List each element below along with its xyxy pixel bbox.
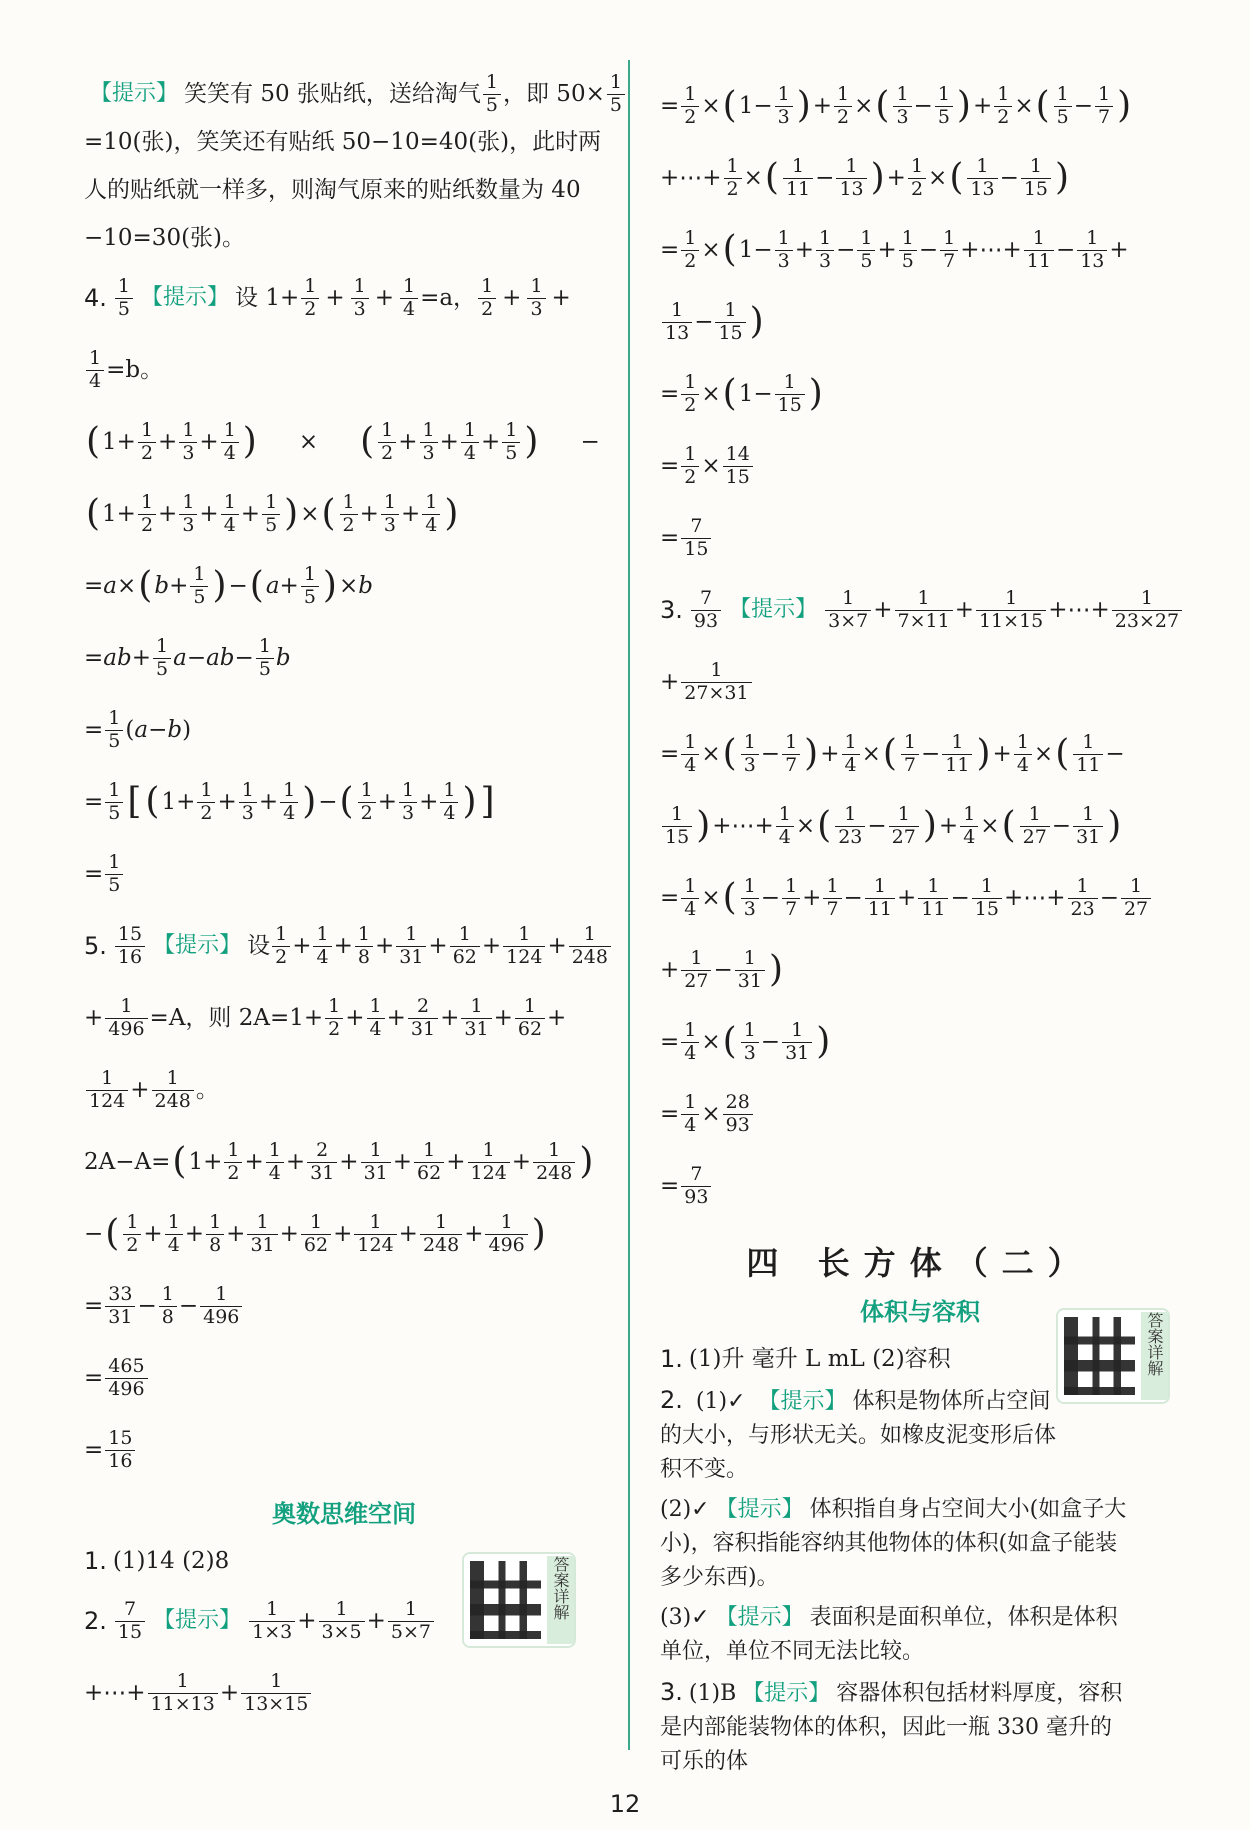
fraction: $\frac{28}{93}$ bbox=[723, 1092, 753, 1137]
fraction: $\frac{1}{27}$ bbox=[889, 804, 919, 849]
fraction: $\frac{1}{3}$ bbox=[179, 492, 197, 537]
fraction: $\frac{1}{2}$ bbox=[272, 924, 290, 969]
q4-line-9: = $\frac{1}{5}$ bbox=[84, 838, 604, 910]
hint-label: 【提示】 bbox=[153, 933, 242, 958]
fraction: $\frac{1}{2}$ bbox=[681, 444, 699, 489]
fraction: $\frac{1}{27}$ bbox=[681, 948, 711, 993]
fraction: $\frac{1}{3}$ bbox=[527, 276, 545, 321]
question-number: 4. bbox=[84, 284, 107, 312]
text: ，即 50× bbox=[503, 80, 605, 107]
fraction: $\frac{1}{13}$ bbox=[967, 156, 997, 201]
text: 15 bbox=[117, 922, 143, 945]
r-q3-line-9: = $\frac{7}{93}$ bbox=[660, 1150, 1180, 1222]
r-line-7: = $\frac{7}{15}$ bbox=[660, 502, 1180, 574]
fraction: $\frac{1}{3}$ bbox=[239, 780, 257, 825]
q5-line-7: = $\frac{465}{496}$ bbox=[84, 1342, 604, 1414]
fraction: $\frac{1}{2}$ bbox=[724, 156, 742, 201]
r-q3-line-8: = $\frac{1}{4}$ × $\frac{28}{93}$ bbox=[660, 1078, 1180, 1150]
q5-line-4: 2A−A= ( 1+ $\frac{1}{2}$ + $\frac{1}{4}$ + $\frac{2}{31}$ + $\frac{1}{31}$ + $\frac{1}{62}$ + $\frac{1}{124}$ + $\frac{1}{248}$ ) bbox=[84, 1138, 594, 1184]
fraction: $\frac{1}{2}$ bbox=[358, 780, 376, 825]
fraction: $\frac{1}{62}$ bbox=[301, 1212, 331, 1257]
v-q2-part2 bbox=[660, 1493, 1130, 1595]
q4-line-2 bbox=[84, 334, 604, 406]
fraction: $\frac{1}{5}$ bbox=[502, 420, 520, 465]
hint-label: 【提示】 bbox=[758, 1389, 847, 1414]
fraction: $\frac{1}{4}$ bbox=[280, 780, 298, 825]
fraction: $\frac{1}{11}$ bbox=[918, 876, 948, 921]
fraction: $\frac{1}{11}$ bbox=[865, 876, 895, 921]
fraction: $\frac{33}{31}$ bbox=[105, 1284, 135, 1329]
fraction: $\frac{1}{4}$ bbox=[960, 804, 978, 849]
question-number: 3. bbox=[660, 596, 683, 624]
fraction: $\frac{1}{15}$ bbox=[972, 876, 1002, 921]
r-line-4: $\frac{1}{13}$ − $\frac{1}{15}$ ) bbox=[660, 286, 1180, 358]
r-q3-line-4: $\frac{1}{15}$ ) +⋯+ $\frac{1}{4}$ × ( $\frac{1}{23}$ − $\frac{1}{27}$ ) + $\frac{1}{4}$ × ( $\frac{1}{27}$ − $\frac{1}{31}$ ) bbox=[660, 790, 1180, 862]
fraction: $\frac{1}{4}$ bbox=[842, 732, 860, 777]
text: (3)✓ bbox=[660, 1605, 710, 1630]
fraction: $\frac{1}{5}$ bbox=[153, 636, 171, 681]
fraction: $\frac{1}{248}$ bbox=[533, 1140, 575, 1185]
text: 15 bbox=[115, 1621, 145, 1644]
fraction: $\frac{1}{3}$ bbox=[816, 228, 834, 273]
fraction: $\frac{1}{31}$ bbox=[461, 996, 491, 1041]
text: (2)✓ bbox=[660, 1497, 710, 1522]
r-q3-line-6: + $\frac{1}{27}$ − $\frac{1}{31}$ ) bbox=[660, 946, 783, 992]
v-q2-part1 bbox=[660, 1383, 1060, 1487]
fraction: $\frac{1}{3}$ bbox=[775, 228, 793, 273]
text: =b。 bbox=[106, 356, 164, 383]
q5-line-1: 5. $\frac{15}{16}$ 【提示】 设 $\frac{1}{2}$ + $\frac{1}{4}$ + $\frac{1}{8}$ + $\frac{1}{31}$ + $\frac{1}{62}$ + $\frac{1}{124}$ + $\frac{1}{248}$ bbox=[84, 910, 604, 982]
q5-line-3: $\frac{1}{124}$ + $\frac{1}{248}$ 。 bbox=[84, 1054, 604, 1126]
text: 1 bbox=[117, 274, 130, 297]
fraction: $\frac{1}{4}$ bbox=[266, 1140, 284, 1185]
fraction: $\frac{1}{5}$ bbox=[256, 636, 274, 681]
fraction: $\frac{1}{5}$ bbox=[105, 852, 123, 897]
r-q3-line-2: + $\frac{1}{27\times 31}$ bbox=[660, 646, 1180, 718]
chapter-title: 四 长方体（二） bbox=[746, 1244, 1094, 1282]
fraction: $\frac{1}{496}$ bbox=[105, 996, 147, 1041]
fraction: $\frac{1}{2}$ bbox=[681, 372, 699, 417]
fraction: $\frac{1}{62}$ bbox=[414, 1140, 444, 1185]
text: 体积指自身占空间大小(如盒子大小)，容积指能容纳其他物体的体积(如盒子能装多少东西)。 bbox=[660, 1497, 1127, 1590]
fraction: $\frac{1}{4}$ bbox=[400, 276, 418, 321]
hint-label: 【提示】 bbox=[153, 1608, 242, 1633]
answer-fraction bbox=[115, 276, 133, 321]
fraction: $\frac{1}{4}$ bbox=[440, 780, 458, 825]
fraction: $\frac{1}{27\times 31}$ bbox=[681, 660, 751, 705]
fraction: $\frac{1}{248}$ bbox=[569, 924, 611, 969]
fraction: $\frac{1}{31}$ bbox=[1073, 804, 1103, 849]
fraction: $\frac{1}{2}$ bbox=[138, 492, 156, 537]
intro-line-2: =10(张)，笑笑还有贴纸 50−10=40(张)，此时两 bbox=[84, 128, 602, 155]
text: 容器体积包括材料厚度，容积是内部能装物体的体积，因此一瓶 330 毫升的可乐的体 bbox=[660, 1681, 1123, 1774]
fraction: $\frac{1}{7}$ bbox=[823, 876, 841, 921]
qr-code-icon bbox=[1064, 1317, 1135, 1395]
fraction: $\frac{1}{4}$ bbox=[681, 876, 699, 921]
fraction: $\frac{1}{5}$ bbox=[483, 72, 501, 117]
fraction: $\frac{1}{2}$ bbox=[224, 1140, 242, 1185]
fraction: $\frac{1}{8}$ bbox=[159, 1284, 177, 1329]
page-number: 12 bbox=[609, 1790, 641, 1818]
fraction: $\frac{1}{8}$ bbox=[206, 1212, 224, 1257]
text: 93 bbox=[691, 610, 721, 633]
fraction: $\frac{1}{4}$ bbox=[221, 492, 239, 537]
text: =a， bbox=[420, 284, 477, 311]
r-line-6: = $\frac{1}{2}$ × $\frac{14}{15}$ bbox=[660, 430, 1180, 502]
fraction: $\frac{1}{11}$ bbox=[1073, 732, 1103, 777]
answer-fraction bbox=[115, 924, 145, 969]
text: (1)B bbox=[688, 1681, 737, 1706]
fraction: $\frac{1}{4}$ bbox=[1014, 732, 1032, 777]
fraction: $\frac{1}{11}$ bbox=[942, 732, 972, 777]
fraction: $\frac{1}{31}$ bbox=[361, 1140, 391, 1185]
fraction: $\frac{1}{2}$ bbox=[834, 84, 852, 129]
fraction: $\frac{1}{5}$ bbox=[935, 84, 953, 129]
question-number: 1. bbox=[84, 1547, 107, 1575]
fraction: $\frac{1}{8}$ bbox=[355, 924, 373, 969]
fraction: $\frac{1}{496}$ bbox=[485, 1212, 527, 1257]
answer-fraction bbox=[115, 1599, 145, 1644]
fraction: $\frac{1}{15}$ bbox=[1021, 156, 1051, 201]
fraction: $\frac{1}{62}$ bbox=[515, 996, 545, 1041]
fraction: $\frac{1}{4}$ bbox=[367, 996, 385, 1041]
fraction: $\frac{1}{2}$ bbox=[340, 492, 358, 537]
intro-line-3: 人的贴纸就一样多，则淘气原来的贴纸数量为 40 bbox=[84, 176, 581, 203]
fraction: $\frac{1}{7}$ bbox=[782, 732, 800, 777]
r-q3-line-5: = $\frac{1}{4}$ × ( $\frac{1}{3}$ − $\frac{1}{7}$ + $\frac{1}{7}$ − $\frac{1}{11}$ + $\frac{1}{11}$ − $\frac{1}{15}$ +⋯+ $\frac{1}{23}$ − $\frac{1}{27}$ bbox=[660, 862, 1180, 934]
fraction: $\frac{1}{496}$ bbox=[200, 1284, 242, 1329]
fraction: $\frac{1}{2}$ bbox=[478, 276, 496, 321]
fraction: $\frac{1}{3}$ bbox=[399, 780, 417, 825]
fraction: $\frac{1}{3}$ bbox=[381, 492, 399, 537]
fraction: $\frac{1}{4}$ bbox=[422, 492, 440, 537]
fraction: $\frac{1}{62}$ bbox=[450, 924, 480, 969]
fraction: $\frac{1}{7}$ bbox=[782, 876, 800, 921]
fraction: $\frac{1}{4}$ bbox=[165, 1212, 183, 1257]
column-divider bbox=[628, 60, 630, 1750]
fraction: $\frac{1}{3}$ bbox=[741, 1020, 759, 1065]
fraction: $\frac{1}{5}$ bbox=[105, 780, 123, 825]
q4-line-1: 4. $\frac{1}{5}$ 【提示】 设 1+ $\frac{1}{2}$ + $\frac{1}{3}$ + $\frac{1}{4}$ =a， $\frac{1}{2}$ + $\frac{1}{3}$ + bbox=[84, 274, 571, 320]
r-line-3: = $\frac{1}{2}$ × ( 1− $\frac{1}{3}$ + $\frac{1}{3}$ − $\frac{1}{5}$ + $\frac{1}{5}$ − $\frac{1}{7}$ +⋯+ $\frac{1}{11}$ − $\frac{1}{13}$ + bbox=[660, 226, 1129, 272]
left-column bbox=[84, 70, 622, 1729]
fraction: $\frac{1}{13}$ bbox=[1077, 228, 1107, 273]
fraction: $\frac{1}{7}$ bbox=[901, 732, 919, 777]
question-number: 1. bbox=[660, 1345, 683, 1373]
fraction: $\frac{1}{2}$ bbox=[994, 84, 1012, 129]
fraction: $\frac{1}{2}$ bbox=[123, 1212, 141, 1257]
fraction: $\frac{1}{4}$ bbox=[776, 804, 794, 849]
r-q3-line-1: 3. $\frac{7}{93}$ 【提示】 $\frac{1}{3\times 7}$ + $\frac{1}{7\times 11}$ + $\frac{1}{11\times 15}$ +⋯+ $\frac{1}{23\times 27}$ bbox=[660, 574, 1180, 646]
fraction: $\frac{2}{31}$ bbox=[307, 1140, 337, 1185]
hint-label: 【提示】 bbox=[715, 1497, 804, 1522]
fraction: $\frac{1}{3}$ bbox=[775, 84, 793, 129]
right-column bbox=[660, 70, 1180, 1779]
fraction: $\frac{1}{7}$ bbox=[1095, 84, 1113, 129]
text: 体积是物体所占空间的大小，与形状无关。如橡皮泥变形后体积不变。 bbox=[660, 1389, 1057, 1482]
text: 设 bbox=[247, 932, 271, 959]
fraction: $\frac{1}{3}$ bbox=[893, 84, 911, 129]
aoshu-q2-line-2: +⋯+ $\frac{1}{11\times 13}$ + $\frac{1}{13\times 15}$ bbox=[84, 1657, 604, 1729]
fraction: $\frac{1}{13\times 15}$ bbox=[241, 1671, 311, 1716]
fraction: $\frac{465}{496}$ bbox=[105, 1356, 147, 1401]
fraction: $\frac{1}{4}$ bbox=[313, 924, 331, 969]
fraction: $\frac{1}{13}$ bbox=[662, 300, 692, 345]
qr-code-icon bbox=[470, 1561, 541, 1639]
fraction: $\frac{1}{5}$ bbox=[105, 708, 123, 753]
fraction: $\frac{1}{31}$ bbox=[782, 1020, 812, 1065]
fraction: $\frac{1}{3}$ bbox=[351, 276, 369, 321]
hint-label: 【提示】 bbox=[90, 81, 179, 106]
q4-line-5: = a × ( b + $\frac{1}{5}$ ) − ( a + $\frac{1}{5}$ ) × b bbox=[84, 562, 373, 608]
fraction: $\frac{1}{27}$ bbox=[1020, 804, 1050, 849]
q4-line-7: = $\frac{1}{5}$ ( a − b ) bbox=[84, 706, 192, 752]
fraction: $\frac{1}{3}$ bbox=[741, 732, 759, 777]
fraction: $\frac{1}{2}$ bbox=[138, 420, 156, 465]
q4-line-6: = ab + $\frac{1}{5}$ a − ab − $\frac{1}{5}$ b bbox=[84, 634, 291, 680]
r-line-1: = $\frac{1}{2}$ × ( 1− $\frac{1}{3}$ ) + $\frac{1}{2}$ × ( $\frac{1}{3}$ − $\frac{1}{5}$ ) + $\frac{1}{2}$ × ( $\frac{1}{5}$ − $\frac{1}{7}$ ) bbox=[660, 82, 1132, 128]
fraction: $\frac{1}{2}$ bbox=[197, 780, 215, 825]
q4-line-4: ( 1+ $\frac{1}{2}$ + $\frac{1}{3}$ + $\frac{1}{4}$ + $\frac{1}{5}$ ) × ( $\frac{1}{2}$ + $\frac{1}{3}$ + $\frac{1}{4}$ ) bbox=[86, 490, 459, 536]
fraction: $\frac{1}{23}$ bbox=[835, 804, 865, 849]
fraction: $\frac{1}{23}$ bbox=[1068, 876, 1098, 921]
section-title-aoshu: 奥数思维空间 bbox=[272, 1500, 416, 1528]
fraction: $\frac{2}{31}$ bbox=[408, 996, 438, 1041]
q5-line-2: + $\frac{1}{496}$ =A，则 2A=1+ $\frac{1}{2}$ + $\frac{1}{4}$ + $\frac{2}{31}$ + $\frac{1}{31}$ + $\frac{1}{62}$ + bbox=[84, 994, 567, 1040]
fraction: $\frac{1}{7\times 11}$ bbox=[895, 588, 953, 633]
fraction: $\frac{1}{11}$ bbox=[1024, 228, 1054, 273]
text: 笑笑有 50 张贴纸，送给淘气 bbox=[184, 80, 481, 107]
fraction: $\frac{1}{2}$ bbox=[325, 996, 343, 1041]
r-q3-line-3: = $\frac{1}{4}$ × ( $\frac{1}{3}$ − $\frac{1}{7}$ ) + $\frac{1}{4}$ × ( $\frac{1}{7}$ − $\frac{1}{11}$ ) + $\frac{1}{4}$ × ( $\frac{1}{11}$ − bbox=[660, 730, 1125, 776]
fraction: $\frac{1}{15}$ bbox=[775, 372, 805, 417]
r-line-2: +⋯+ $\frac{1}{2}$ × ( $\frac{1}{11}$ − $\frac{1}{13}$ ) + $\frac{1}{2}$ × ( $\frac{1}{13}$ − $\frac{1}{15}$ ) bbox=[660, 154, 1070, 200]
fraction: $\frac{1}{11\times 13}$ bbox=[148, 1671, 218, 1716]
text: =A，则 2A=1+ bbox=[149, 1004, 324, 1031]
qr-label: 答案详解 bbox=[547, 1556, 574, 1644]
text: (1)✓ bbox=[695, 1389, 746, 1414]
fraction: $\frac{1}{248}$ bbox=[152, 1068, 194, 1113]
text: 5 bbox=[115, 298, 133, 321]
fraction: $\frac{1}{3}$ bbox=[179, 420, 197, 465]
text: 7 bbox=[699, 586, 713, 609]
q5-line-8: = $\frac{15}{16}$ bbox=[84, 1414, 604, 1486]
q5-line-6: = $\frac{33}{31}$ − $\frac{1}{8}$ − $\frac{1}{496}$ bbox=[84, 1270, 604, 1342]
fraction: $\frac{1}{248}$ bbox=[420, 1212, 462, 1257]
question-number: 2. bbox=[84, 1607, 107, 1635]
fraction: $\frac{1}{3}$ bbox=[741, 876, 759, 921]
fraction: $\frac{1}{1\times 3}$ bbox=[249, 1599, 295, 1644]
fraction: $\frac{1}{5}$ bbox=[857, 228, 875, 273]
answer-fraction bbox=[691, 588, 721, 633]
fraction: $\frac{1}{3}$ bbox=[420, 420, 438, 465]
fraction: $\frac{1}{2}$ bbox=[378, 420, 396, 465]
hint-label: 【提示】 bbox=[715, 1605, 804, 1630]
fraction: $\frac{1}{5}$ bbox=[899, 228, 917, 273]
fraction: $\frac{1}{124}$ bbox=[503, 924, 545, 969]
fraction: $\frac{1}{5}$ bbox=[1054, 84, 1072, 129]
q4-line-3: ( 1+ $\frac{1}{2}$ + $\frac{1}{3}$ + $\frac{1}{4}$ ) × ( $\frac{1}{2}$ + $\frac{1}{3}$ + $\frac{1}{4}$ + $\frac{1}{5}$ ) − bbox=[86, 418, 600, 464]
text: 表面积是面积单位，体积是体积单位，单位不同无法比较。 bbox=[660, 1605, 1118, 1664]
text: 。 bbox=[195, 1076, 219, 1103]
fraction: $\frac{1}{31}$ bbox=[247, 1212, 277, 1257]
fraction: $\frac{7}{93}$ bbox=[681, 1164, 711, 1209]
fraction: $\frac{1}{2}$ bbox=[908, 156, 926, 201]
intro-line-1 bbox=[84, 70, 622, 118]
v-q2 bbox=[660, 1383, 1180, 1779]
fraction: $\frac{15}{16}$ bbox=[105, 1428, 135, 1473]
fraction: $\frac{1}{11\times 15}$ bbox=[976, 588, 1046, 633]
fraction: $\frac{1}{31}$ bbox=[396, 924, 426, 969]
fraction: $\frac{1}{15}$ bbox=[715, 300, 745, 345]
section-title-volume: 体积与容积 bbox=[860, 1298, 980, 1326]
qr-code-answer-detail-1[interactable] bbox=[462, 1552, 576, 1648]
fraction: $\frac{1}{5}$ bbox=[607, 72, 625, 117]
text: 16 bbox=[115, 946, 145, 969]
hint-label: 【提示】 bbox=[729, 597, 818, 622]
fraction: $\frac{1}{2}$ bbox=[681, 84, 699, 129]
fraction: $\frac{1}{3\times 5}$ bbox=[319, 1599, 365, 1644]
qr-code-answer-detail-2[interactable] bbox=[1056, 1308, 1170, 1404]
question-number: 2. bbox=[660, 1386, 683, 1414]
question-number: 3. bbox=[660, 1678, 683, 1706]
qr-label: 答案详解 bbox=[1141, 1312, 1168, 1400]
text: (1)14 (2)8 bbox=[112, 1547, 230, 1574]
fraction: $\frac{1}{23\times 27}$ bbox=[1112, 588, 1182, 633]
fraction: $\frac{7}{15}$ bbox=[681, 516, 711, 561]
fraction: $\frac{1}{4}$ bbox=[221, 420, 239, 465]
aoshu-q2-line-1: 2. $\frac{7}{15}$ 【提示】 $\frac{1}{1\times 3}$ + $\frac{1}{3\times 5}$ + $\frac{1}{5\times 7}$ bbox=[84, 1585, 604, 1657]
fraction: $\frac{1}{3\times 7}$ bbox=[825, 588, 871, 633]
fraction: $\frac{1}{4}$ bbox=[681, 1020, 699, 1065]
fraction: $\frac{1}{11}$ bbox=[783, 156, 813, 201]
intro-line-4: −10=30(张)。 bbox=[84, 224, 246, 251]
fraction: $\frac{1}{13}$ bbox=[836, 156, 866, 201]
text: (1)升 毫升 L mL (2)容积 bbox=[688, 1345, 951, 1372]
fraction: $\frac{1}{2}$ bbox=[301, 276, 319, 321]
fraction: $\frac{1}{124}$ bbox=[468, 1140, 510, 1185]
fraction: $\frac{1}{5}$ bbox=[262, 492, 280, 537]
fraction: $\frac{1}{31}$ bbox=[735, 948, 765, 993]
v-q2-part3 bbox=[660, 1601, 1130, 1669]
fraction: $\frac{1}{124}$ bbox=[86, 1068, 128, 1113]
q4-line-8: = $\frac{1}{5}$ [ ( 1+ $\frac{1}{2}$ + $\frac{1}{3}$ + $\frac{1}{4}$ ) − ( $\frac{1}{2}$ + $\frac{1}{3}$ + $\frac{1}{4}$ ) ] bbox=[84, 778, 495, 824]
fraction: $\frac{1}{4}$ bbox=[461, 420, 479, 465]
fraction: $\frac{1}{4}$ bbox=[681, 732, 699, 777]
fraction: $\frac{1}{2}$ bbox=[681, 228, 699, 273]
fraction: $\frac{1}{15}$ bbox=[662, 804, 692, 849]
hint-label: 【提示】 bbox=[141, 285, 230, 310]
fraction: $\frac{1}{4}$ bbox=[86, 348, 104, 393]
fraction: $\frac{1}{4}$ bbox=[681, 1092, 699, 1137]
r-line-5: = $\frac{1}{2}$ × ( 1− $\frac{1}{15}$ ) bbox=[660, 370, 823, 416]
r-q3-line-7: = $\frac{1}{4}$ × ( $\frac{1}{3}$ − $\frac{1}{31}$ ) bbox=[660, 1018, 831, 1064]
question-number: 5. bbox=[84, 932, 107, 960]
fraction: $\frac{1}{5}$ bbox=[301, 564, 319, 609]
v-q3 bbox=[660, 1675, 1130, 1779]
fraction: $\frac{1}{5}$ bbox=[190, 564, 208, 609]
fraction: $\frac{1}{7}$ bbox=[940, 228, 958, 273]
fraction: $\frac{1}{124}$ bbox=[354, 1212, 396, 1257]
text: 7 bbox=[123, 1597, 137, 1620]
fraction: $\frac{1}{27}$ bbox=[1121, 876, 1151, 921]
fraction: $\frac{1}{5\times 7}$ bbox=[388, 1599, 434, 1644]
q5-line-5: − ( $\frac{1}{2}$ + $\frac{1}{4}$ + $\frac{1}{8}$ + $\frac{1}{31}$ + $\frac{1}{62}$ + $\frac{1}{124}$ + $\frac{1}{248}$ + $\frac{1}{496}$ ) bbox=[84, 1210, 546, 1256]
hint-label: 【提示】 bbox=[742, 1681, 831, 1706]
fraction: $\frac{14}{15}$ bbox=[723, 444, 753, 489]
text: 设 1+ bbox=[235, 284, 300, 311]
